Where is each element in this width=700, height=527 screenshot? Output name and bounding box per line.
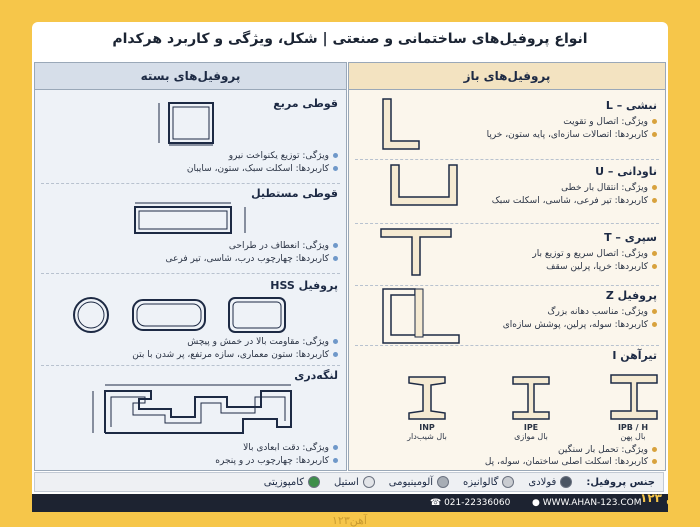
item-usage: کاربردها: خرپا، پرلین سقف	[546, 262, 657, 272]
square-tube-icon	[153, 101, 233, 147]
material-stainless: استیل	[334, 476, 375, 488]
footer-phone[interactable]: ☎ 021-22336060	[430, 498, 511, 508]
item-title: پروفیل Z	[605, 289, 657, 302]
closed-item-rect-tube	[35, 185, 346, 273]
open-item-angle	[349, 93, 665, 155]
item-title: نبشی – L	[605, 99, 657, 112]
closed-item-hss	[35, 275, 346, 361]
open-item-channel	[349, 161, 665, 223]
tee-profile-icon	[377, 227, 457, 277]
item-usage: کاربردها: اسکلت سبک، ستون، سایبان	[187, 164, 338, 174]
materials-label: جنس پروفیل:	[586, 476, 655, 488]
item-feature: ویژگی: انعطاف در طراحی	[229, 241, 338, 251]
beam-label-ipb: IPB / H بال پهن	[617, 423, 649, 441]
item-usage: کاربردها: چهارچوب درب، شاسی، تیر فرعی	[166, 254, 338, 264]
divider	[41, 183, 340, 184]
item-feature: ویژگی: انتقال بار خطی	[561, 183, 657, 193]
hss-profiles-icon	[53, 295, 303, 335]
open-item-i-beam	[349, 347, 665, 469]
open-profiles-heading: پروفیل‌های باز	[349, 63, 665, 90]
open-item-tee	[349, 225, 665, 287]
watermark-text: آهن۱۲۳	[332, 514, 367, 527]
divider	[41, 273, 340, 274]
footer-website-link[interactable]: ● WWW.AHAN-123.COM	[532, 498, 642, 508]
item-feature: ویژگی: دقت ابعادی بالا	[243, 443, 338, 453]
item-title: قوطی مربع	[273, 97, 338, 110]
item-title: قوطی مستطیل	[251, 187, 338, 200]
item-feature: ویژگی: توزیع یکنواخت نیرو	[229, 151, 338, 161]
divider	[355, 223, 659, 224]
item-title: پروفیل HSS	[270, 279, 338, 292]
door-frame-profile-icon	[91, 383, 311, 441]
phone-icon: ☎	[430, 498, 445, 508]
item-feature: ویژگی: مناسب دهانه بزرگ	[547, 307, 657, 317]
item-usage: کاربردها: چهارچوب در و پنجره	[215, 456, 338, 466]
item-feature: ویژگی: مقاومت بالا در خمش و پیچش	[187, 337, 338, 347]
infographic-card	[32, 22, 690, 527]
item-usage: کاربردها: تیر فرعی، شاسی، اسکلت سبک	[492, 196, 657, 206]
item-usage: کاربردها: اتصالات سازه‌ای، پایه ستون، خرپا	[487, 130, 657, 140]
material-galvanized: گالوانیزه	[463, 476, 514, 488]
globe-icon: ●	[532, 498, 543, 508]
materials-legend	[34, 472, 664, 492]
inp-beam-icon	[405, 375, 449, 421]
item-feature: ویژگی: اتصال و تقویت	[563, 117, 657, 127]
closed-item-square-tube	[35, 93, 346, 181]
closed-profiles-column	[34, 62, 347, 471]
open-profiles-column	[348, 62, 666, 471]
item-title: لنگه‌دری	[294, 369, 338, 382]
material-swatch	[363, 476, 375, 488]
item-title: تیرآهن I	[612, 349, 657, 362]
divider	[41, 365, 340, 366]
material-swatch	[437, 476, 449, 488]
channel-profile-icon	[387, 163, 467, 207]
material-aluminum: آلومینیومی	[389, 476, 449, 488]
page-title: انواع پروفیل‌های ساختمانی و صنعتی | شکل، ویژگی و کاربرد هرکدام	[112, 31, 588, 47]
item-title: سپری – T	[604, 231, 657, 244]
item-feature: ویژگی: تحمل بار سنگین	[558, 445, 657, 455]
item-feature: ویژگی: اتصال سریع و توزیع بار	[532, 249, 657, 259]
ipe-beam-icon	[509, 375, 553, 421]
material-swatch	[560, 476, 572, 488]
divider	[355, 159, 659, 160]
material-steel: فولادی	[528, 476, 572, 488]
material-swatch	[502, 476, 514, 488]
angle-profile-icon	[375, 97, 425, 151]
beam-label-ipe: IPE بال موازی	[514, 423, 548, 441]
beam-label-inp: INP بال شیب‌دار	[407, 423, 447, 441]
open-item-z	[349, 287, 665, 345]
item-usage: کاربردها: ستون معماری، سازه مرتفع، پر شدن با بتن	[132, 350, 338, 360]
item-usage: کاربردها: سوله، پرلین، پوشش سازه‌ای	[503, 320, 657, 330]
item-usage: کاربردها: اسکلت اصلی ساختمان، سوله، پل	[485, 457, 657, 467]
material-composite: کامپوزیتی	[264, 476, 320, 488]
brand-logo: آهن ۱۲۳	[640, 491, 690, 505]
ipb-beam-icon	[609, 373, 659, 421]
rect-tube-icon	[125, 201, 265, 241]
divider	[355, 345, 659, 346]
closed-item-door-frame	[35, 367, 346, 467]
material-swatch	[308, 476, 320, 488]
closed-profiles-heading: پروفیل‌های بسته	[35, 63, 346, 90]
item-title: ناودانی – U	[595, 165, 657, 178]
z-profile-icon	[379, 287, 469, 345]
divider	[355, 285, 659, 286]
